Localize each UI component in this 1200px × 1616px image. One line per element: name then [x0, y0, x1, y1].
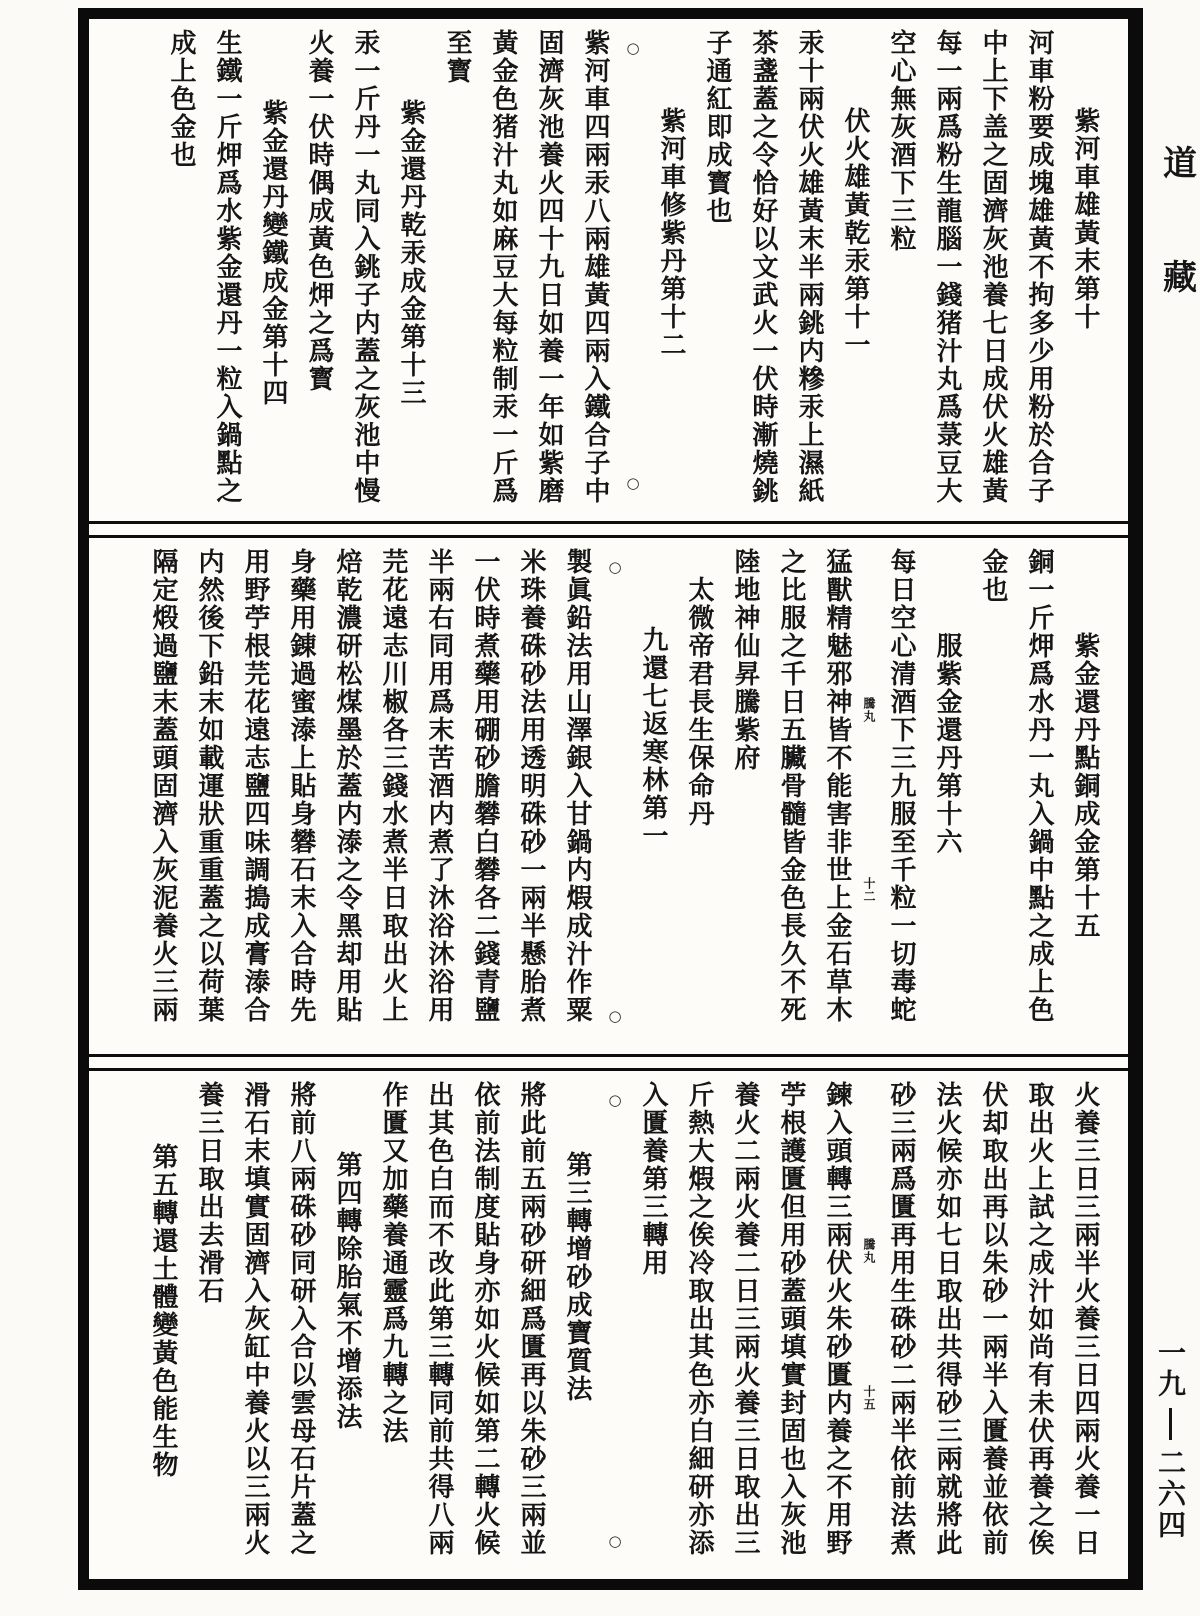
text-column [232, 548, 278, 1046]
text-column [814, 1081, 860, 1571]
text-column [554, 548, 600, 1046]
text-column [1062, 1081, 1108, 1571]
column-text: 滑石末填實固濟入灰缸中養火以三兩火 [240, 1081, 270, 1557]
column-text: 紫金還丹點銅成金第十五 [1070, 632, 1100, 940]
column-text: 取出火上試之成汁如尚有未伏再養之俟 [1024, 1081, 1054, 1557]
text-column [324, 548, 370, 1046]
column-text: 空心無灰酒下三粒 [886, 29, 916, 253]
collation-annotation-lane [860, 1081, 878, 1571]
text-column [694, 29, 740, 513]
collation-annotation: 騰丸 [862, 697, 876, 724]
column-text: 伏火雄黃乾汞第十一 [840, 107, 870, 359]
column-text: 依前法制度貼身亦如火候如第二轉火候 [470, 1081, 500, 1557]
column-text: 半兩右同用爲末苦酒内煮了沐浴沐浴用 [424, 548, 454, 1024]
chapter-title-column [250, 29, 296, 513]
column-text: 製眞鉛法用山澤銀入甘鍋内煆成汁作粟 [562, 548, 592, 1024]
column-text: 紫金還丹變鐵成金第十四 [258, 99, 288, 407]
column-text: 銅一斤炠爲水丹一丸入鍋中點之成上色 [1024, 548, 1054, 1024]
circle-marker: ○ [626, 39, 640, 57]
chapter-title-column [1062, 548, 1108, 1046]
margin-label-zang: 藏 [1163, 258, 1197, 298]
column-text: 至寳 [442, 29, 472, 85]
column-text: 服紫金還丹第十六 [932, 632, 962, 856]
page-frame [78, 8, 1143, 1590]
text-column [186, 548, 232, 1046]
column-text: 生鐵一斤炠爲水紫金還丹一粒入鍋點之 [212, 29, 242, 505]
text-column [480, 29, 526, 513]
text-column [630, 1081, 676, 1571]
column-text: 火養三日三兩半火養三日四兩火養一日 [1070, 1081, 1100, 1557]
text-column [970, 29, 1016, 513]
text-column [878, 29, 924, 513]
column-text: 中上下盖之固濟灰池養七日成伏火雄黃 [978, 29, 1008, 505]
column-text: 金也 [978, 548, 1008, 604]
text-column [814, 548, 860, 1046]
circle-marker: ○ [608, 1091, 622, 1109]
column-text: 砂三兩爲匱再用生硃砂二兩半依前法煮 [886, 1081, 916, 1557]
column-text: 紫河車修紫丹第十二 [656, 107, 686, 359]
column-text: 隔定煅過鹽末蓋頭固濟入灰泥養火三兩 [148, 548, 178, 1024]
text-column [970, 1081, 1016, 1571]
column-text: 將前八兩硃砂同研入合以雲母石片蓋之 [286, 1081, 316, 1557]
text-column [572, 29, 618, 513]
text-column [278, 548, 324, 1046]
text-column [878, 548, 924, 1046]
column-text: 養三日取出去滑石 [194, 1081, 224, 1305]
text-column [924, 1081, 970, 1571]
column-text: 紫金還丹乾汞成金第十三 [396, 99, 426, 407]
column-text: 焙乾濃研松煤墨於蓋内溙之令黑却用貼 [332, 548, 362, 1024]
column-text: 河車粉要成塊雄黃不拘多少用粉於合子 [1024, 29, 1054, 505]
chapter-title-column [140, 1081, 186, 1571]
column-text: 伏却取出再以朱砂一兩半入匱養並依前 [978, 1081, 1008, 1557]
chapter-title-column [648, 29, 694, 513]
column-text: 出其色白而不改此第三轉同前共得八兩 [424, 1081, 454, 1557]
text-column [786, 29, 832, 513]
column-text: 子通紅即成寳也 [702, 29, 732, 225]
column-text: 米珠養硃砂法用透明硃砂一兩半懸胎煮 [516, 548, 546, 1024]
column-text: 芫花遠志川椒各三錢水煮半日取出火上 [378, 548, 408, 1024]
text-column [140, 548, 186, 1046]
circle-marker: ○ [626, 474, 640, 492]
circle-marker: ○ [608, 1532, 622, 1550]
circle-marker: ○ [608, 1007, 622, 1025]
text-column [676, 1081, 722, 1571]
column-text: 茶盞蓋之令恰好以文武火一伏時漸燒銚 [748, 29, 778, 505]
chapter-title-column [324, 1081, 370, 1571]
text-column [722, 548, 768, 1046]
chapter-title-column [1062, 29, 1108, 513]
text-column [924, 29, 970, 513]
text-column [370, 548, 416, 1046]
collation-annotation-lane [860, 548, 878, 1046]
text-column [970, 548, 1016, 1046]
column-text: 猛獸精魅邪神皆不能害非世上金石草木 [822, 548, 852, 1024]
register-divider [89, 1054, 1128, 1071]
chapter-title-column [832, 29, 878, 513]
column-text: 固濟灰池養火四十九日如養一年如紫磨 [534, 29, 564, 505]
collation-annotation: 十二 [862, 876, 876, 903]
text-column [526, 29, 572, 513]
page-number: 二六四 [1154, 1448, 1187, 1541]
collation-annotation: 十五 [862, 1384, 876, 1411]
text-column [878, 1081, 924, 1571]
text-column [416, 548, 462, 1046]
column-text: 用野苧根芫花遠志鹽四味調搗成膏溙合 [240, 548, 270, 1024]
column-text: 内然後下鉛末如載運狀重重蓋之以荷葉 [194, 548, 224, 1024]
text-column [296, 29, 342, 513]
text-column [508, 548, 554, 1046]
column-text: 鍊入頭轉三兩伏火朱砂匱内養之不用野 [822, 1081, 852, 1557]
column-text: 九還七返寒林第一 [638, 626, 668, 850]
text-column [204, 29, 250, 513]
register-middle [89, 538, 1128, 1054]
column-text: 每一兩爲粉生龍腦一錢猪汁丸爲菉豆大 [932, 29, 962, 505]
margin-label-dao: 道 [1163, 144, 1197, 184]
column-text: 第三轉增砂成寶質法 [562, 1151, 592, 1403]
section-divider-circles [600, 548, 630, 1046]
chapter-title-column [924, 548, 970, 1046]
text-column [768, 1081, 814, 1571]
chapter-title-column [554, 1081, 600, 1571]
column-text: 陸地神仙昇騰紫府 [730, 548, 760, 772]
text-column [1016, 1081, 1062, 1571]
text-column [462, 1081, 508, 1571]
register-divider [89, 521, 1128, 538]
column-text: 汞一斤丹一丸同入銚子内蓋之灰池中慢 [350, 29, 380, 505]
text-column [278, 1081, 324, 1571]
text-column [462, 548, 508, 1046]
column-text: 第四轉除胎氣不增添法 [332, 1151, 362, 1431]
column-text: 養火二兩火養二日三兩火養三日取出三 [730, 1081, 760, 1557]
folio-number [1150, 1338, 1190, 1541]
text-column [722, 1081, 768, 1571]
column-text: 苧根護匱但用砂蓋頭填實封固也入灰池 [776, 1081, 806, 1557]
text-column [186, 1081, 232, 1571]
column-text: 斤熱大煆之俟冷取出其色亦白細研亦添 [684, 1081, 714, 1557]
column-text: 將此前五兩砂研細爲匱再以朱砂三兩並 [516, 1081, 546, 1557]
column-text: 太微帝君長生保命丹 [684, 576, 714, 828]
section-divider-circles [600, 1081, 630, 1571]
column-text: 每日空心清酒下三九服至千粒一切毒蛇 [886, 548, 916, 1024]
column-text: 法火候亦如七日取出共得砂三兩就將此 [932, 1081, 962, 1557]
register-bottom [89, 1071, 1128, 1579]
text-column [370, 1081, 416, 1571]
text-column [342, 29, 388, 513]
text-column [158, 29, 204, 513]
column-text: 第五轉還土體變黃色能生物 [148, 1143, 178, 1479]
chapter-title-column [388, 29, 434, 513]
section-divider-circles [618, 29, 648, 513]
column-text: 入匱養第三轉用 [638, 1081, 668, 1277]
column-text: 紫河車四兩汞八兩雄黃四兩入鐵合子中 [580, 29, 610, 505]
column-text: 之比服之千日五臟骨髓皆金色長久不死 [776, 548, 806, 1024]
column-text: 紫河車雄黃末第十 [1070, 107, 1100, 331]
column-text: 一伏時煮藥用硼砂膽礬白礬各二錢青鹽 [470, 548, 500, 1024]
column-text: 成上色金也 [166, 29, 196, 169]
chapter-title-column [630, 548, 676, 1046]
column-text: 火養一伏時偶成黃色炠之爲寳 [304, 29, 334, 393]
circle-marker: ○ [608, 558, 622, 576]
text-column [508, 1081, 554, 1571]
page-number-divider [1169, 1408, 1172, 1440]
column-text: 身藥用錬過蜜溙上貼身礬石末入合時先 [286, 548, 316, 1024]
text-column [740, 29, 786, 513]
text-column [1016, 548, 1062, 1046]
collation-annotation: 騰丸 [862, 1237, 876, 1264]
column-text: 黃金色猪汁丸如麻豆大每粒制汞一斤爲 [488, 29, 518, 505]
text-column [232, 1081, 278, 1571]
text-column [434, 29, 480, 513]
column-text: 作匱又加藥養通靈爲九轉之法 [378, 1081, 408, 1445]
column-text: 汞十兩伏火雄黃末半兩銚内糝汞上濕紙 [794, 29, 824, 505]
text-column [768, 548, 814, 1046]
register-top [89, 19, 1128, 521]
text-column [416, 1081, 462, 1571]
volume-number: 一九 [1154, 1338, 1187, 1400]
chapter-title-column [676, 548, 722, 1046]
text-column [1016, 29, 1062, 513]
